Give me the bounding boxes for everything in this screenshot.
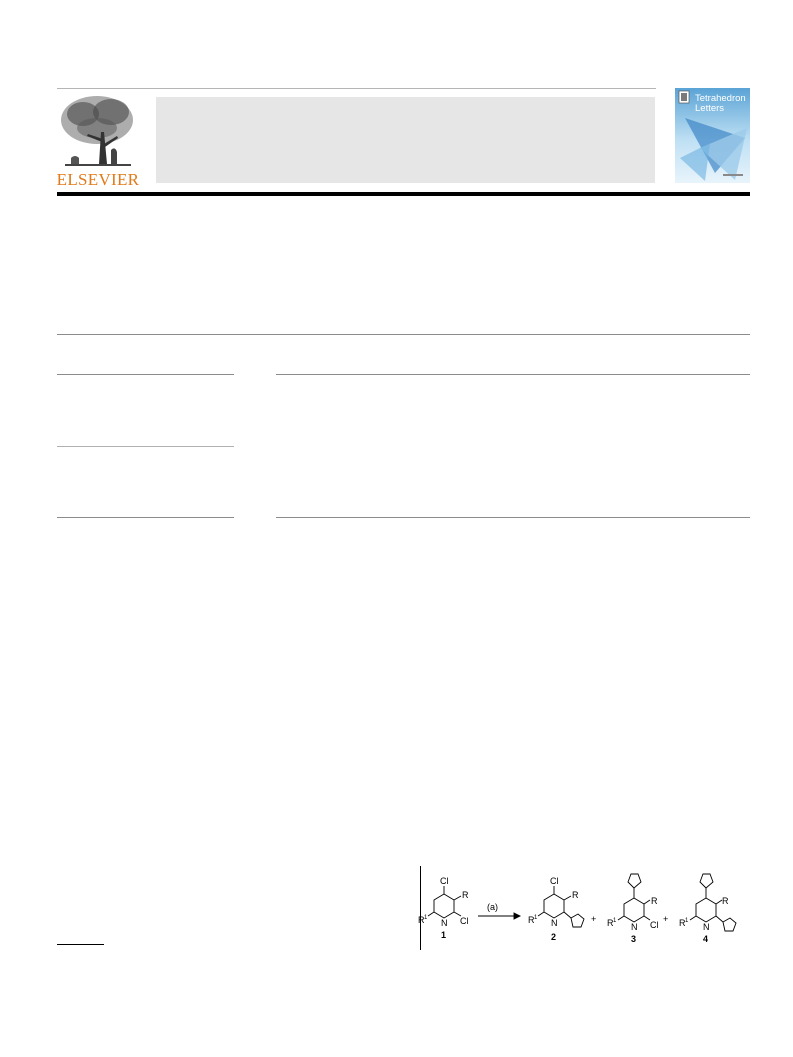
c1-cl: Cl (460, 916, 469, 926)
c4-r1-sup: 1 (685, 918, 689, 924)
article-info-top-rule (57, 374, 234, 375)
c2-r: R (572, 890, 579, 900)
c4-r: R (722, 896, 729, 906)
c3-n: N (631, 922, 638, 932)
c3-cl: Cl (650, 920, 659, 930)
reaction-scheme (416, 866, 754, 956)
abstract-top-rule (276, 374, 750, 375)
c3-r1: R (607, 918, 614, 928)
plus-1: + (591, 914, 597, 924)
c4-r1: R (679, 918, 686, 928)
c3-r1-sup: 1 (613, 918, 617, 924)
abstract-bottom-rule (276, 517, 750, 518)
c2-n: N (551, 918, 558, 928)
c3-r: R (651, 896, 658, 906)
reagent-label: (a) (487, 902, 498, 912)
article-info-bottom-rule (57, 517, 234, 518)
top-rule (57, 88, 656, 89)
header-banner (156, 97, 655, 183)
footnote-rule (57, 944, 104, 945)
compound-4-ring (696, 898, 716, 922)
compound-3-furan (628, 874, 641, 888)
c2-r1-sup: 1 (534, 915, 538, 921)
compound-4-furan-side (723, 918, 736, 931)
compound-1-ring (434, 894, 454, 918)
compound-3-ring (624, 898, 644, 922)
compound-1-number: 1 (441, 930, 447, 940)
c1-cl-top: Cl (440, 876, 449, 886)
compound-2-number: 2 (551, 932, 557, 942)
compound-2-furan (571, 914, 584, 927)
c1-r1-sup: 1 (424, 915, 428, 921)
journal-cover (675, 88, 750, 183)
compound-4-furan-top (700, 874, 713, 888)
article-divider-rule (57, 334, 750, 335)
journal-title-line2: Letters (695, 103, 725, 114)
journal-title (695, 94, 749, 114)
c2-r1: R (528, 915, 535, 925)
c4-n: N (703, 922, 710, 932)
header-thick-rule (57, 192, 750, 196)
c1-r: R (462, 890, 469, 900)
compound-3-number: 3 (631, 934, 637, 944)
compound-2-ring (544, 894, 564, 918)
publisher-name: ELSEVIER (56, 170, 140, 189)
journal-title-line1: Tetrahedron (695, 93, 746, 104)
c1-n: N (441, 918, 448, 928)
compound-4-number: 4 (703, 934, 709, 944)
c1-r1: R (418, 915, 425, 925)
keywords-top-rule (57, 446, 234, 447)
c2-cl: Cl (550, 876, 559, 886)
plus-2: + (663, 914, 669, 924)
